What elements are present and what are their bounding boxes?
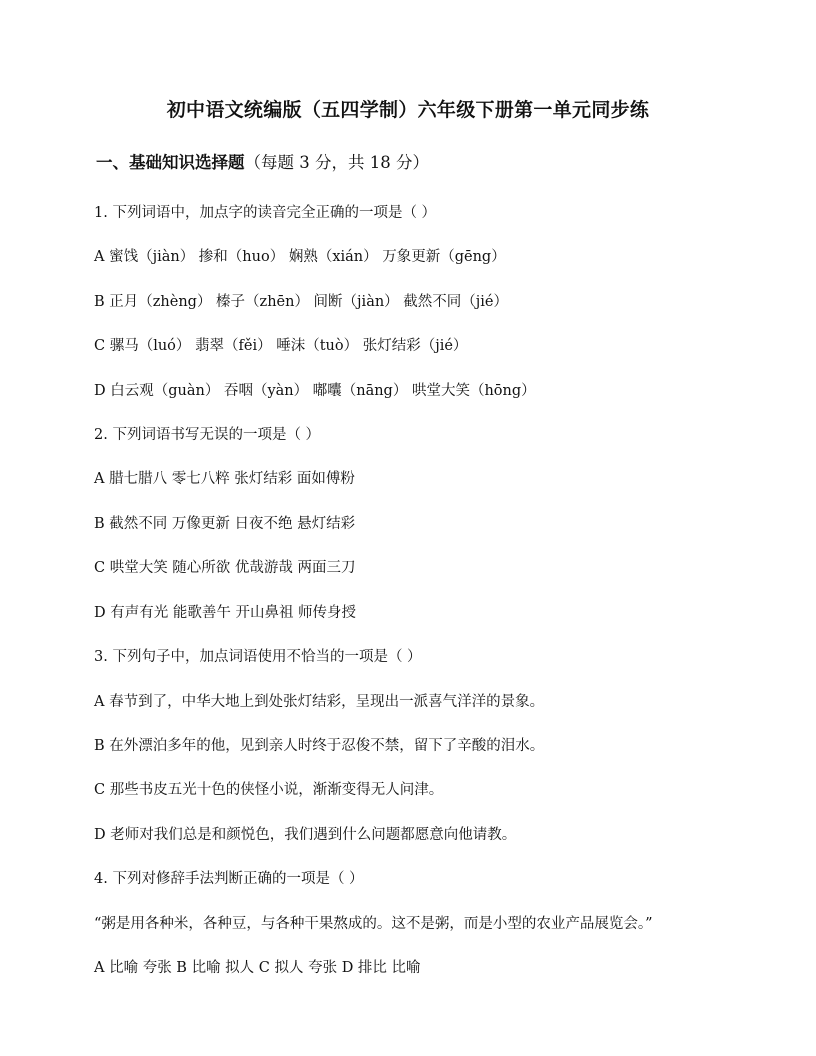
question-3-option-c: C 那些书皮五光十色的侠怪小说，渐渐变得无人问津。 xyxy=(94,782,444,798)
question-1-option-d: D 白云观（guàn） 吞咽（yàn） 嘟囔（nāng） 哄堂大笑（hōng） xyxy=(94,383,536,399)
section-heading-note: （每题 3 分，共 18 分） xyxy=(244,153,429,172)
question-1-option-a: A 蜜饯（jiàn） 掺和（huo） 娴熟（xián） 万象更新（gēng） xyxy=(94,249,506,265)
question-1-stem: 1. 下列词语中，加点字的读音完全正确的一项是（ ） xyxy=(94,205,437,221)
question-3-option-d: D 老师对我们总是和颜悦色，我们遇到什么问题都愿意向他请教。 xyxy=(94,827,517,843)
question-2-option-b: B 截然不同 万像更新 日夜不绝 悬灯结彩 xyxy=(94,516,356,532)
question-3-stem: 3. 下列句子中，加点词语使用不恰当的一项是（ ） xyxy=(94,649,422,665)
question-3-option-a: A 春节到了，中华大地上到处张灯结彩，呈现出一派喜气洋洋的景象。 xyxy=(94,694,545,710)
question-1-option-b: B 正月（zhèng） 榛子（zhēn） 间断（jiàn） 截然不同（jié） xyxy=(94,294,508,310)
question-4-stem: 4. 下列对修辞手法判断正确的一项是（ ） xyxy=(94,871,364,887)
section-heading xyxy=(96,149,429,173)
question-4-options: A 比喻 夸张 B 比喻 拟人 C 拟人 夸张 D 排比 比喻 xyxy=(94,960,421,976)
question-2-option-c: C 哄堂大笑 随心所欲 优哉游哉 两面三刀 xyxy=(94,560,356,576)
question-2-stem: 2. 下列词语书写无误的一项是（ ） xyxy=(94,427,321,443)
question-2-option-d: D 有声有光 能歌善午 开山鼻祖 师传身授 xyxy=(94,605,357,621)
question-3-option-b: B 在外漂泊多年的他，见到亲人时终于忍俊不禁，留下了辛酸的泪水。 xyxy=(94,738,545,754)
question-1-option-c: C 骡马（luó） 翡翠（fěi） 唾沫（tuò） 张灯结彩（jié） xyxy=(94,338,468,354)
question-2-option-a: A 腊七腊八 零七八粹 张灯结彩 面如傅粉 xyxy=(94,471,355,487)
question-4-quote: “粥是用各种米，各种豆，与各种干果熬成的。这不是粥，而是小型的农业产品展览会。” xyxy=(94,916,653,932)
section-heading-label: 一、基础知识选择题 xyxy=(96,153,245,172)
document-title: 初中语文统编版（五四学制）六年级下册第一单元同步练 xyxy=(166,99,650,121)
